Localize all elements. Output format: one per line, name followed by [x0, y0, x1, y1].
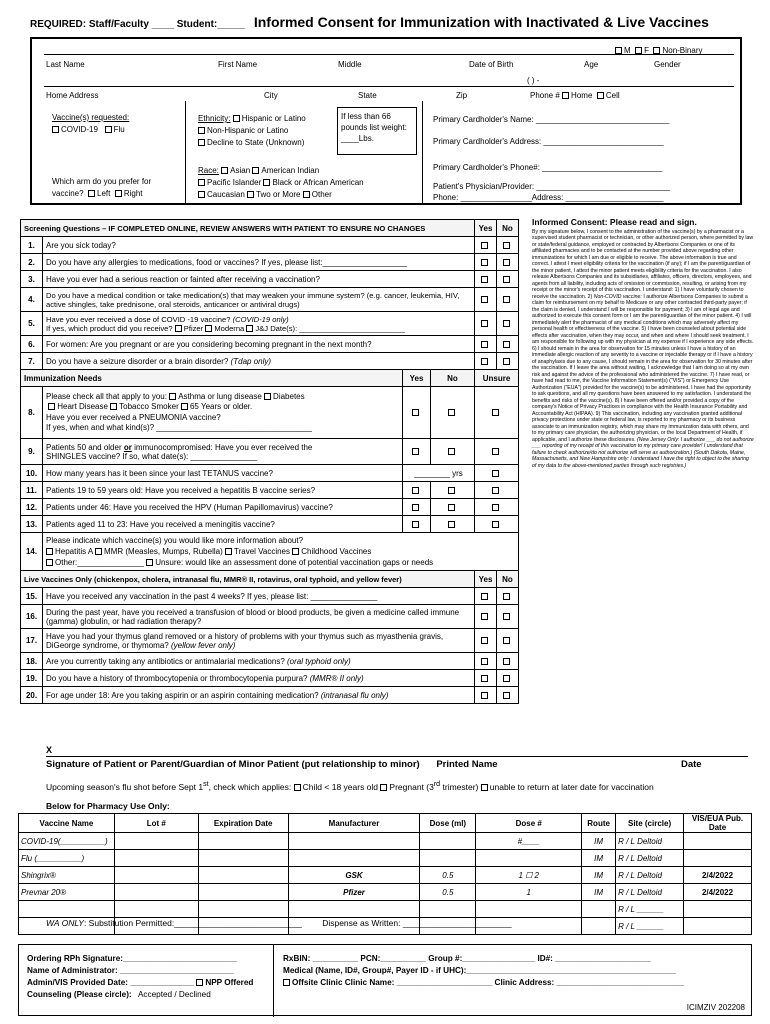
live-vaccines-header: Live Vaccines Only (chickenpox, cholera, intranasal flu, MMR® II, rotavirus, oral typhoid, and yellow fever) [21, 571, 475, 588]
pharmacy-cell-lot[interactable] [114, 850, 198, 867]
ordering-right: RxBIN: __________ PCN:__________ Group #:________________ ID#: _____________________ Medical (Name, ID#, Group#, Payer ID - if UHC):______________________________________________ Offsite Clinic Clinic Name: _____________________ Clinic Address: ____________________________ [283, 954, 685, 987]
q9-unsure[interactable] [492, 448, 499, 455]
q15-no[interactable] [503, 593, 510, 600]
pharmacy-use-label: Below for Pharmacy Use Only: [46, 801, 170, 811]
pharmacy-col-header: Expiration Date [198, 814, 288, 833]
age-label: Age [584, 60, 599, 69]
q16-no[interactable] [503, 613, 510, 620]
two-more-checkbox[interactable] [247, 191, 254, 198]
pharmacy-cell-mfr[interactable]: GSK [288, 867, 420, 884]
phone-type: Phone # Home Cell [530, 91, 620, 100]
consent-title: Informed Consent: Please read and sign. [532, 217, 697, 227]
phone-cell-checkbox[interactable] [597, 92, 604, 99]
q9-yes[interactable] [412, 448, 419, 455]
q9-no[interactable] [448, 448, 455, 455]
ordering-box [18, 944, 752, 1016]
travel-checkbox[interactable] [225, 548, 232, 555]
arm-preference: Which arm do you prefer for vaccine? Left Right [52, 177, 152, 198]
q4-no[interactable] [503, 296, 510, 303]
q18-yes[interactable] [481, 658, 488, 665]
pharmacy-cell-site[interactable]: R / L Deltoid [616, 867, 684, 884]
dob-label: Date of Birth [469, 60, 514, 69]
wa-substitution: WA ONLY: Substitution Permitted:___________________________ Dispense as Written: _______________________ [46, 918, 512, 928]
home-address-label: Home Address [46, 91, 99, 100]
first-name-label: First Name [218, 60, 258, 69]
state-label: State [358, 91, 377, 100]
american-indian-checkbox[interactable] [252, 167, 259, 174]
q16-yes[interactable] [481, 613, 488, 620]
cardholder-address[interactable]: Primary Cardholder's Address: ___________________________ [433, 137, 664, 146]
q8-no[interactable] [448, 409, 455, 416]
q7-no[interactable] [503, 358, 510, 365]
q17-yes[interactable] [481, 637, 488, 644]
cardholder-name[interactable]: Primary Cardholder's Name: ______________________________ [433, 115, 670, 124]
decline-checkbox[interactable] [198, 139, 205, 146]
pharmacy-cell-mfr[interactable] [288, 850, 420, 867]
divider-vertical [185, 101, 186, 205]
pharmacy-cell-route[interactable]: IM [582, 884, 616, 901]
signature-line[interactable] [46, 756, 748, 757]
childhood-checkbox[interactable] [292, 548, 299, 555]
child-checkbox[interactable] [294, 784, 301, 791]
q11-yes[interactable] [412, 487, 419, 494]
pharmacy-col-header: Lot # [114, 814, 198, 833]
physician-info [433, 181, 670, 203]
immunization-needs-header: Immunization Needs [21, 370, 403, 387]
physician-name[interactable]: Patient's Physician/Provider: ______________________________ [433, 182, 670, 191]
other14-checkbox[interactable] [46, 559, 53, 566]
q20-yes[interactable] [481, 692, 488, 699]
question-row: 4. Do you have a medical condition or take medication(s) that may weaken your immune system? (e.g. cancer, leukemia, HIV, active shingles, take prednisone, oral steroids, anticancer or antiviral drugs) [21, 288, 519, 312]
q8-unsure[interactable] [492, 409, 499, 416]
gender-m-checkbox[interactable] [615, 47, 622, 54]
pharmacy-cell-name[interactable]: Prevnar 20® [19, 884, 115, 901]
pharmacy-cell-site[interactable]: R / L ______ [616, 918, 684, 935]
middle-label: Middle [338, 60, 362, 69]
pharmacy-cell-vis[interactable] [684, 901, 752, 918]
right-arm-checkbox[interactable] [115, 190, 122, 197]
question-row: 5. Have you ever received a dose of COVID -19 vaccine? (COVID-19 only) If yes, which product did you receive? Pfizer Moderna J&J Date(s): _________________________ [21, 312, 519, 336]
q3-yes[interactable] [481, 276, 488, 283]
question-row: 6. For women: Are you pregnant or are you considering becoming pregnant in the next month? [21, 336, 519, 353]
pharmacy-cell-site[interactable]: R / L Deltoid [616, 884, 684, 901]
q20-no[interactable] [503, 692, 510, 699]
pharmacy-cell-num[interactable] [476, 850, 582, 867]
vis-date[interactable]: Admin/VIS Provided Date: ______________ [27, 978, 195, 987]
left-arm-checkbox[interactable] [88, 190, 95, 197]
moderna-checkbox[interactable] [205, 325, 212, 332]
question-row: 13. Patients aged 11 to 23: Have you received a meningitis vaccine? [21, 516, 519, 533]
q13-yes[interactable] [412, 521, 419, 528]
question-row: 2. Do you have any allergies to medications, food or vaccines? If yes, please list:___________________ [21, 254, 519, 271]
pharmacy-cell-vis[interactable]: 2/4/2022 [684, 884, 752, 901]
q15-yes[interactable] [481, 593, 488, 600]
mmr-checkbox[interactable] [95, 548, 102, 555]
diabetes-checkbox[interactable] [264, 393, 271, 400]
q17-no[interactable] [503, 637, 510, 644]
q1-yes[interactable] [481, 242, 488, 249]
pharmacy-cell-mfr[interactable] [288, 901, 420, 918]
pharmacy-row [19, 833, 752, 850]
q4-yes[interactable] [481, 296, 488, 303]
pharmacy-cell-dose[interactable]: 0.5 [420, 884, 476, 901]
pfizer-checkbox[interactable] [175, 325, 182, 332]
required-role[interactable]: REQUIRED: Staff/Faculty ____ Student:_____ [30, 19, 246, 30]
pharmacy-table [18, 813, 752, 935]
pharmacy-col-header: Route [582, 814, 616, 833]
pharmacy-cell-num[interactable]: 1 [476, 884, 582, 901]
pharmacy-cell-site[interactable]: R / L Deltoid [616, 833, 684, 850]
phone-parens: ( ) - [527, 76, 540, 85]
q1-no[interactable] [503, 242, 510, 249]
offsite-checkbox[interactable] [283, 979, 290, 986]
gender-f-checkbox[interactable] [635, 47, 642, 54]
pharmacy-cell-dose[interactable] [420, 850, 476, 867]
pharmacy-cell-num[interactable]: 1 ☐ 2 [476, 867, 582, 884]
question-row: 17. Have you had your thymus gland removed or a history of problems with your thymus such as myasthenia gravis, DiGeorge syndrome, or thymoma? (yellow fever only) [21, 629, 519, 653]
unable-checkbox[interactable] [481, 784, 488, 791]
question-row: 7. Do you have a seizure disorder or a brain disorder? (Tdap only) [21, 353, 519, 370]
question-row: 10. How many years has it been since your last TETANUS vaccine? ________ yrs [21, 465, 519, 482]
pregnant-checkbox[interactable] [380, 784, 387, 791]
non-hispanic-checkbox[interactable] [198, 127, 205, 134]
asian-checkbox[interactable] [221, 167, 228, 174]
form-code: ICIMZIV 202208 [686, 1003, 745, 1012]
pharmacy-cell-name[interactable]: Flu (__________) [19, 850, 115, 867]
question-row: 12. Patients under 46: Have you received the HPV (Human Papillomavirus) vaccine? [21, 499, 519, 516]
question-row: 11. Patients 19 to 59 years old: Have you received a hepatitis B vaccine series? [21, 482, 519, 499]
signature-label: Signature of Patient or Parent/Guardian of Minor Patient (put relationship to minor) Printed Name [46, 759, 498, 770]
pharmacy-cell-lot[interactable] [114, 867, 198, 884]
demographics-box [30, 37, 742, 205]
question-row: 15. Have you received any vaccination in the past 4 weeks? If yes, please list: _______________ [21, 588, 519, 605]
pharmacy-cell-route[interactable]: IM [582, 867, 616, 884]
pharmacy-cell-name[interactable] [19, 901, 115, 918]
q7-yes[interactable] [481, 358, 488, 365]
cardholder-info [433, 109, 669, 179]
pharmacy-cell-route[interactable] [582, 901, 616, 918]
q13-no[interactable] [448, 521, 455, 528]
pharmacy-cell-vis[interactable] [684, 850, 752, 867]
consent-text: Informed Consent: Please read and sign. By my signature below, I consent to the administration of the vaccine(s) by a pharmacist or a supervised student pharmacist or technician, or other authorized person, where permitted by law or state/federal guidance, employed or contracted by Albertsons Companies or one of its affiliated pharmacies and to be contacted at the number provided above regarding other immunizations for which I am due or eligible to receive. The above information is true and correct. I attest I meet eligibility criteria for the vaccination (if any); if I am the parent/guardian of the minor patient, I attest the minor patient meets eligibility criteria for the vaccination. I also release Albertsons Companies and its subsidiaries, affiliates, officers, directors, employees, and agents from all liability, including acts of omission or commission, resulting, or arising from my receipt or the minor's receipt of this vaccination. I understand: 1) I have voluntarily chosen to receive the vaccination. 2) Non-COVID vaccine: I authorize Albertsons Companies to submit a claim for reimbursement on my behalf to Medicare or any other contracted third-party payer; if the claim is denied, I understand I will be responsible for payment; 3) I am of legal age and authorized to execute this consent form or I am the parent/guardian of the minor patient. 4) I will immediately alert the pharmacist of any medical conditions which may adversely affect my personal health or effectiveness of the vaccine. 5) I have been counseled about potential side effects after vaccination, when they may occur, and when and where I should seek treatment. I am responsible for following up with my physician at my expense if I experience any side effects. 6) I should remain in the area for observation for 15 minutes unless I have a history of an immediate allergic reaction of any severity to a vaccine or injectable therapy or if I have a history of anaphylaxis due to any cause, I should remain in the area for observation for 30 minutes after the vaccination. If I leave the area without waiting, I acknowledge that I am doing so at my own risk and against the advice of the professional who administered the vaccine. 7) I have read, or have had read to me, the Vaccine Information Statement(s) ("VIS") or Emergency Use Authorization ("EUA") provided for the vaccine(s) to be administered. I have had the opportunity to ask questions, and all my questions have been answered to my satisfaction. I understand the benefits and risks of the vaccine(s). 8) I have been offered and/or provided a copy of the company's Notice of Privacy Practices in compliance with the Health Insurance Portability and Accountability Act (HIPAA). 9) This vaccination, including any vaccination granted additional privacy protections under state or federal law, is reported to my pharmacy or its business associate to an immunization registry, which may share my immunization data with others, and to my primary care physician, the authorizing physician, or the local Department of Health, if applicable, and I authorize these disclosures. (New Jersey Only: I authorize ___ do not authorize ___ reporting of my receipt of this vaccination to my primary care provider! I understand that failure to check authorize/do not authorize will serve as authorization.) (South Dakota, Maine, Massachusetts, and New Hampshire only: I understand I have the right to object to the sharing of my data to the above-mentioned parties through such registries.) [532, 217, 754, 469]
hispanic-checkbox[interactable] [233, 115, 240, 122]
pharmacy-cell-dose[interactable] [420, 901, 476, 918]
q12-unsure[interactable] [492, 504, 499, 511]
q5-yes[interactable] [481, 320, 488, 327]
q2-no[interactable] [503, 259, 510, 266]
tobacco-checkbox[interactable] [110, 403, 117, 410]
pharmacy-cell-exp[interactable] [198, 884, 288, 901]
hepa-checkbox[interactable] [46, 548, 53, 555]
address-line[interactable] [44, 86, 734, 87]
pharmacy-cell-exp[interactable] [198, 833, 288, 850]
other-race-checkbox[interactable] [303, 191, 310, 198]
question-row: 18. Are you currently taking any antibiotics or antimalarial medications? (oral typhoid only) [21, 653, 519, 670]
flu-season-line: Upcoming season's flu shot before Sept 1st, check which applies: Child < 18 years old Pregnant (3rd trimester) unable to return at later date for vaccination [46, 780, 654, 792]
heart-checkbox[interactable] [48, 403, 55, 410]
q8-yes[interactable] [412, 409, 419, 416]
question-row: 16. During the past year, have you received a transfusion of blood or blood products, be given a medicine called immune (gamma) globulin, or had radiation therapy? [21, 605, 519, 629]
tetanus-years[interactable]: ________ yrs [403, 465, 475, 482]
pharmacy-cell-num[interactable]: #____ [476, 833, 582, 850]
pharmacy-cell-name[interactable]: Shingrix® [19, 867, 115, 884]
ethnicity-group: Ethnicity: Hispanic or Latino Non-Hispanic or Latino Decline to State (Unknown) [198, 114, 306, 147]
pharmacy-cell-site[interactable]: R / L ______ [616, 901, 684, 918]
city-label: City [264, 91, 278, 100]
pharmacy-row [19, 901, 752, 918]
q6-no[interactable] [503, 341, 510, 348]
age65-checkbox[interactable] [181, 403, 188, 410]
pacific-checkbox[interactable] [198, 179, 205, 186]
weight-box[interactable]: If less than 66 pounds list weight: ____Lbs. [337, 107, 417, 155]
pharmacy-col-header: Dose # [476, 814, 582, 833]
last-name-label: Last Name [46, 60, 85, 69]
phone-home-checkbox[interactable] [562, 92, 569, 99]
q6-yes[interactable] [481, 341, 488, 348]
question-row: 9. Patients 50 and older or immunocompromised: Have you ever received the SHINGLES vaccine? If so, what date(s): _______________ [21, 439, 519, 465]
physician-phone[interactable]: Phone: ________________Address: ______________________ [433, 193, 664, 202]
gender-options: M F Non-Binary [615, 46, 702, 55]
date-label: Date [681, 759, 702, 770]
question-row: 14. Please indicate which vaccine(s) you would like more information about? Hepatitis A MMR (Measles, Mumps, Rubella) Travel Vaccines Childhood Vaccines Other:_______________ Unsure: would like an assessment done of potential vaccination gaps or needs [21, 533, 519, 571]
vaccines-requested: Vaccine(s) requested: COVID-19 Flu [52, 113, 130, 134]
question-row: 20. For age under 18: Are you taking aspirin or an aspirin containing medication? (intranasal flu only) [21, 687, 519, 704]
pharmacy-cell-name[interactable]: COVID-19(__________) [19, 833, 115, 850]
form-title: Informed Consent for Immunization with Inactivated & Live Vaccines [253, 14, 709, 30]
pharmacy-row [19, 884, 752, 901]
q12-no[interactable] [448, 504, 455, 511]
rxbin-line[interactable]: RxBIN: __________ PCN:__________ Group #:________________ ID#: _____________________ [283, 954, 651, 963]
pharmacy-cell-vis[interactable]: 2/4/2022 [684, 867, 752, 884]
covid-checkbox[interactable] [52, 126, 59, 133]
jj-checkbox[interactable] [246, 325, 253, 332]
gender-nb-checkbox[interactable] [653, 47, 660, 54]
divider-vertical-2 [422, 101, 423, 205]
pharmacy-cell-vis[interactable] [684, 918, 752, 935]
pharmacy-cell-site[interactable]: R / L Deltoid [616, 850, 684, 867]
rph-signature[interactable]: Ordering RPh Signature:_________________________ [27, 954, 237, 963]
pharmacy-row [19, 867, 752, 884]
question-row: 1. Are you sick today? [21, 237, 519, 254]
gender-label: Gender [654, 60, 681, 69]
q2-yes[interactable] [481, 259, 488, 266]
pharmacy-cell-lot[interactable] [114, 901, 198, 918]
q12-yes[interactable] [412, 504, 419, 511]
caucasian-checkbox[interactable] [198, 191, 205, 198]
unsure14-checkbox[interactable] [146, 559, 153, 566]
black-checkbox[interactable] [263, 179, 270, 186]
npp-checkbox[interactable] [196, 979, 203, 986]
q19-yes[interactable] [481, 675, 488, 682]
form-header [30, 14, 750, 30]
flu-checkbox[interactable] [105, 126, 112, 133]
pharmacy-cell-dose[interactable]: 0.5 [420, 867, 476, 884]
pharmacy-cell-mfr[interactable] [288, 833, 420, 850]
screening-table: Screening Questions – IF COMPLETED ONLINE, REVIEW ANSWERS WITH PATIENT TO ENSURE NO CHANGES Yes No 1. Are you sick today? 2. Do you have any allergies to medications, food or vaccines? If yes, please list:___________________ 3. Have you ever had a serious reaction or fainted after receiving a vaccination? 4. Do you have a medical condition or take medication(s) that may weaken your immune system? (e.g. cancer, leukemia, HIV, active shingles, take prednisone, oral steroids, anticancer or antiviral drugs) 5. Have you ever received a dose of COVID -19 vaccine? (COVID-19 only) If yes, which product did you receive? Pfizer Moderna J&J Date(s): _________________________ 6. For women: Are you pregnant or are you considering becoming pregnant in the next month? 7. Do you have a seizure disorder or a brain disorder? (Tdap only) Immunization Needs Yes No Unsure 8. Please check all that apply to you: Asthma or lung disease Diabetes Heart Disease Tobacco Smoker 65 Years or older. Have you ever received a PNEUMONIA vaccine? If yes, when and what kind(s)? ___________________________________ 9. Patients 50 and older or immunocompromised: Have you ever received the SHINGLES vaccine? If so, what date(s): _______________ 10. How many years has it been since your last TETANUS vaccine? ________ yrs 11. Patients 19 to 59 years old: Have you received a hepatitis B vaccine series? 12. Patients under 46: Have you received the HPV (Human Papillomavirus) vaccine? 13. Patients aged 11 to 23: Have you received a meningitis vaccine? 14. Please indicate which vaccine(s) you would like more information about? Hepatitis A MMR (Measles, Mumps, Rubella) Travel Vaccines Childhood Vaccines Other:_______________ Unsure: would like an assessment done of potential vaccination gaps or needs Live Vaccines Only (chickenpox, cholera, intranasal flu, MMR® II, rotavirus, oral typhoid, and yellow fever) Yes No 15. Have you received any vaccination in the past 4 weeks? If yes, please list: _______________ 16. During the past year, have you received a transfusion of blood or blood products, be given a medicine called immune (gamma) globulin, or had radiation therapy? 17. Have you had your thymus gland removed or a history of problems with your thymus such as myasthenia gravis, DiGeorge syndrome, or thymoma? (yellow fever only) 18. Are you currently taking any antibiotics or antimalarial medications? (oral typhoid only) 19. Do you have a history of thrombocytopenia or thrombocytopenia purpura? (MMR® II only) 20. For age under 18: Are you taking aspirin or an aspirin containing medication? (intranasal flu only) [20, 219, 519, 704]
zip-label: Zip [456, 91, 468, 100]
signature-x: X [46, 745, 53, 755]
q5-no[interactable] [503, 320, 510, 327]
pharmacy-cell-exp[interactable] [198, 867, 288, 884]
pharmacy-cell-dose[interactable] [420, 833, 476, 850]
q19-no[interactable] [503, 675, 510, 682]
screening-header: Screening Questions – IF COMPLETED ONLINE, REVIEW ANSWERS WITH PATIENT TO ENSURE NO CHANGES [21, 220, 475, 237]
medical-line[interactable]: Medical (Name, ID#, Group#, Payer ID - if UHC):______________________________________________ [283, 966, 676, 975]
question-row: 19. Do you have a history of thrombocytopenia or thrombocytopenia purpura? (MMR® II only) [21, 670, 519, 687]
pharmacy-cell-route[interactable] [582, 918, 616, 935]
counseling-options[interactable]: Accepted / Declined [137, 990, 211, 999]
pharmacy-cell-num[interactable] [476, 901, 582, 918]
pharmacy-cell-lot[interactable] [114, 884, 198, 901]
pharmacy-col-header: VIS/EUA Pub. Date [684, 814, 752, 833]
race-group: Race: Asian American Indian Pacific Islander Black or African American Caucasian Two or More Other [198, 166, 364, 199]
pharmacy-cell-exp[interactable] [198, 850, 288, 867]
pharmacy-col-header: Site (circle) [616, 814, 684, 833]
q10-unsure[interactable] [492, 470, 499, 477]
pharmacy-cell-vis[interactable] [684, 833, 752, 850]
ordering-left: Ordering RPh Signature:_________________________ Name of Administrator: _________________________ Admin/VIS Provided Date: ______________ NPP Offered Counseling (Please circle): Accepted / Declined [27, 954, 254, 999]
bottom-divider [273, 945, 274, 1017]
pharmacy-col-header: Dose (ml) [420, 814, 476, 833]
q11-no[interactable] [448, 487, 455, 494]
q13-unsure[interactable] [492, 521, 499, 528]
pharmacy-cell-route[interactable]: IM [582, 833, 616, 850]
q11-unsure[interactable] [492, 487, 499, 494]
pharmacy-cell-lot[interactable] [114, 833, 198, 850]
administrator-name[interactable]: Name of Administrator: _________________________ [27, 966, 234, 975]
pharmacy-col-header: Vaccine Name [19, 814, 115, 833]
asthma-checkbox[interactable] [169, 393, 176, 400]
q3-no[interactable] [503, 276, 510, 283]
question-row: 3. Have you ever had a serious reaction or fainted after receiving a vaccination? [21, 271, 519, 288]
pharmacy-cell-mfr[interactable]: Pfizer [288, 884, 420, 901]
pharmacy-cell-route[interactable]: IM [582, 850, 616, 867]
cardholder-phone[interactable]: Primary Cardholder's Phone#: ___________________________ [433, 163, 663, 172]
pharmacy-cell-exp[interactable] [198, 901, 288, 918]
question-row: 8. Please check all that apply to you: Asthma or lung disease Diabetes Heart Disease Tobacco Smoker 65 Years or older. Have you ever received a PNEUMONIA vaccine? If yes, when and what kind(s)? ___________________________________ [21, 387, 519, 439]
pharmacy-col-header: Manufacturer [288, 814, 420, 833]
q18-no[interactable] [503, 658, 510, 665]
pharmacy-row [19, 850, 752, 867]
